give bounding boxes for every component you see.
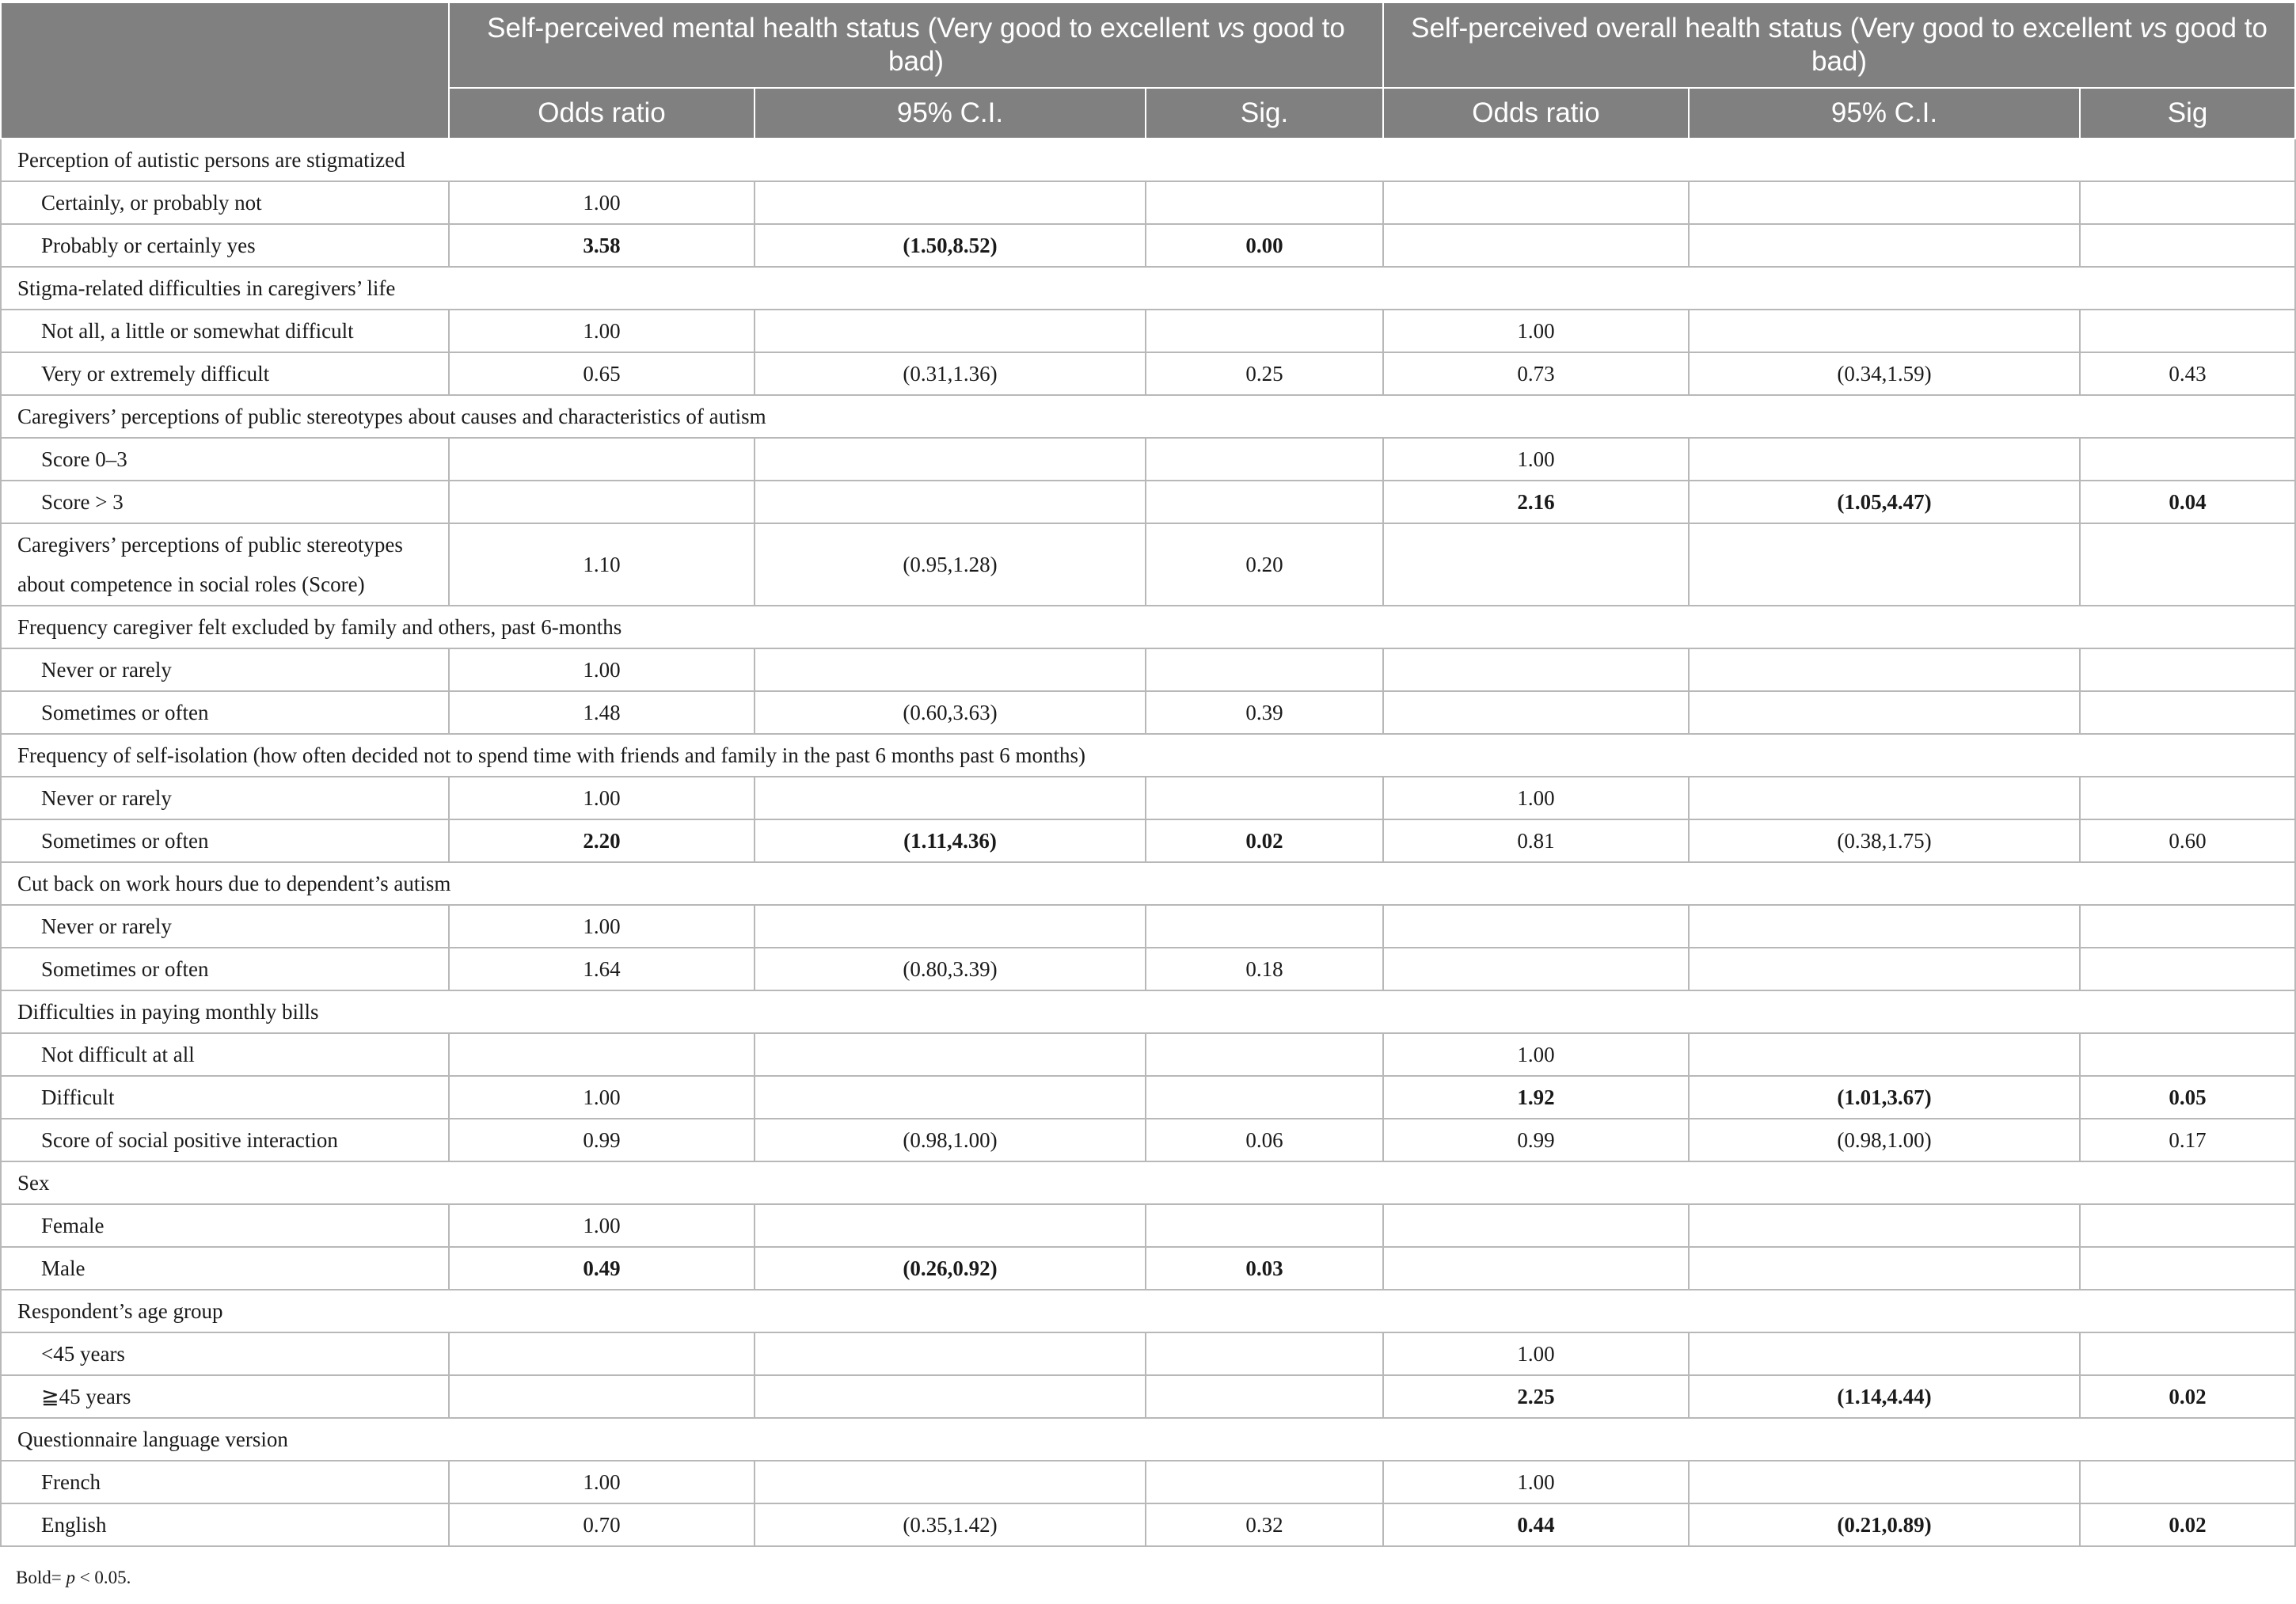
cell-ci-mental <box>755 1033 1146 1076</box>
cell-sig-mental <box>1146 1204 1383 1247</box>
table-row <box>1 523 2295 606</box>
cell-sig-overall <box>2080 523 2295 606</box>
row-label: Never or rarely <box>1 905 449 948</box>
cell-sig-mental: 0.03 <box>1146 1247 1383 1290</box>
cell-ci-mental: (1.50,8.52) <box>755 224 1146 267</box>
table-row <box>1 438 2295 481</box>
table-row <box>1 819 2295 862</box>
cell-sig-overall <box>2080 224 2295 267</box>
cell-odds-ratio-mental: 1.10 <box>449 523 755 606</box>
cell-sig-overall <box>2080 777 2295 819</box>
section-label: Cut back on work hours due to dependent’s autism <box>1 862 2295 905</box>
cell-sig-overall <box>2080 905 2295 948</box>
cell-odds-ratio-mental <box>449 1375 755 1418</box>
cell-sig-overall: 0.02 <box>2080 1375 2295 1418</box>
table-row <box>1 648 2295 691</box>
table-row <box>1 777 2295 819</box>
cell-odds-ratio-overall <box>1383 1204 1689 1247</box>
table-row <box>1 1076 2295 1119</box>
footnote: Bold= p < 0.05. <box>16 1568 131 1587</box>
cell-ci-overall: (1.01,3.67) <box>1689 1076 2080 1119</box>
cell-sig-mental: 0.00 <box>1146 224 1383 267</box>
cell-ci-overall <box>1689 1204 2080 1247</box>
cell-odds-ratio-overall <box>1383 523 1689 606</box>
header-overall-health: Self-perceived overall health status (Very good to excellent vs good to bad) <box>1383 2 2295 88</box>
cell-odds-ratio-overall: 0.44 <box>1383 1503 1689 1546</box>
row-label: Certainly, or probably not <box>1 181 449 224</box>
cell-odds-ratio-mental <box>449 481 755 523</box>
row-label: Caregivers’ perceptions of public stereotypes about competence in social roles (Score) <box>1 523 449 606</box>
cell-sig-overall: 0.60 <box>2080 819 2295 862</box>
section-row <box>1 139 2295 181</box>
cell-ci-mental <box>755 1204 1146 1247</box>
row-label: ≧45 years <box>1 1375 449 1418</box>
table-row <box>1 224 2295 267</box>
cell-ci-mental: (1.11,4.36) <box>755 819 1146 862</box>
cell-ci-mental <box>755 648 1146 691</box>
cell-sig-overall <box>2080 1332 2295 1375</box>
row-label: Score of social positive interaction <box>1 1119 449 1161</box>
cell-ci-overall <box>1689 310 2080 352</box>
cell-odds-ratio-mental: 2.20 <box>449 819 755 862</box>
cell-sig-mental <box>1146 181 1383 224</box>
cell-sig-mental <box>1146 1076 1383 1119</box>
row-label: Not difficult at all <box>1 1033 449 1076</box>
cell-sig-mental: 0.18 <box>1146 948 1383 990</box>
row-label: Male <box>1 1247 449 1290</box>
cell-ci-mental: (0.98,1.00) <box>755 1119 1146 1161</box>
cell-sig-overall: 0.04 <box>2080 481 2295 523</box>
cell-sig-overall: 0.05 <box>2080 1076 2295 1119</box>
cell-sig-overall <box>2080 181 2295 224</box>
section-label: Questionnaire language version <box>1 1418 2295 1461</box>
table-body <box>1 139 2295 1546</box>
cell-odds-ratio-overall: 2.25 <box>1383 1375 1689 1418</box>
table-row <box>1 1332 2295 1375</box>
table-row <box>1 481 2295 523</box>
cell-ci-mental: (0.95,1.28) <box>755 523 1146 606</box>
cell-sig-mental <box>1146 481 1383 523</box>
cell-ci-mental: (0.26,0.92) <box>755 1247 1146 1290</box>
section-label: Stigma-related difficulties in caregivers’ life <box>1 267 2295 310</box>
cell-sig-overall <box>2080 1461 2295 1503</box>
cell-odds-ratio-mental: 1.00 <box>449 648 755 691</box>
cell-odds-ratio-overall: 0.81 <box>1383 819 1689 862</box>
cell-odds-ratio-mental: 1.00 <box>449 1204 755 1247</box>
col-ci-overall: 95% C.I. <box>1689 88 2080 139</box>
table-row <box>1 1503 2295 1546</box>
cell-odds-ratio-mental: 1.48 <box>449 691 755 734</box>
results-table <box>0 2 2296 1547</box>
cell-ci-overall: (0.34,1.59) <box>1689 352 2080 395</box>
cell-ci-mental <box>755 1461 1146 1503</box>
cell-ci-overall <box>1689 905 2080 948</box>
cell-ci-mental: (0.80,3.39) <box>755 948 1146 990</box>
section-row <box>1 990 2295 1033</box>
cell-odds-ratio-overall <box>1383 648 1689 691</box>
table-row <box>1 310 2295 352</box>
table-row <box>1 1375 2295 1418</box>
table-row <box>1 1119 2295 1161</box>
section-row <box>1 1418 2295 1461</box>
row-label: Sometimes or often <box>1 691 449 734</box>
cell-sig-overall <box>2080 948 2295 990</box>
col-ci-mental: 95% C.I. <box>755 88 1146 139</box>
cell-odds-ratio-overall: 0.73 <box>1383 352 1689 395</box>
cell-sig-overall: 0.43 <box>2080 352 2295 395</box>
section-label: Difficulties in paying monthly bills <box>1 990 2295 1033</box>
cell-ci-overall <box>1689 1461 2080 1503</box>
row-label: French <box>1 1461 449 1503</box>
cell-odds-ratio-overall: 1.00 <box>1383 438 1689 481</box>
cell-sig-overall <box>2080 648 2295 691</box>
cell-odds-ratio-overall <box>1383 905 1689 948</box>
cell-ci-overall: (0.21,0.89) <box>1689 1503 2080 1546</box>
section-row <box>1 606 2295 648</box>
cell-ci-mental <box>755 1375 1146 1418</box>
row-label: Never or rarely <box>1 777 449 819</box>
row-label: Sometimes or often <box>1 819 449 862</box>
cell-ci-overall <box>1689 777 2080 819</box>
cell-sig-mental: 0.20 <box>1146 523 1383 606</box>
cell-ci-mental <box>755 905 1146 948</box>
section-label: Frequency of self-isolation (how often decided not to spend time with friends and family in the past 6 months past 6 months) <box>1 734 2295 777</box>
cell-ci-mental <box>755 181 1146 224</box>
table-row <box>1 1033 2295 1076</box>
section-row <box>1 862 2295 905</box>
cell-odds-ratio-mental: 1.00 <box>449 777 755 819</box>
section-row <box>1 1161 2295 1204</box>
cell-odds-ratio-mental: 1.00 <box>449 310 755 352</box>
cell-sig-mental <box>1146 777 1383 819</box>
cell-odds-ratio-overall: 0.99 <box>1383 1119 1689 1161</box>
table-row <box>1 948 2295 990</box>
cell-odds-ratio-mental <box>449 1033 755 1076</box>
cell-sig-overall <box>2080 310 2295 352</box>
row-label: Probably or certainly yes <box>1 224 449 267</box>
header-mental-health: Self-perceived mental health status (Very good to excellent vs good to bad) <box>449 2 1383 88</box>
cell-odds-ratio-mental: 0.49 <box>449 1247 755 1290</box>
table-row <box>1 181 2295 224</box>
cell-odds-ratio-mental: 0.99 <box>449 1119 755 1161</box>
cell-odds-ratio-overall: 1.00 <box>1383 1332 1689 1375</box>
cell-odds-ratio-overall <box>1383 691 1689 734</box>
cell-odds-ratio-mental: 1.00 <box>449 181 755 224</box>
cell-ci-mental: (0.35,1.42) <box>755 1503 1146 1546</box>
cell-sig-mental <box>1146 1033 1383 1076</box>
section-label: Perception of autistic persons are stigmatized <box>1 139 2295 181</box>
cell-ci-overall: (1.14,4.44) <box>1689 1375 2080 1418</box>
cell-ci-mental <box>755 1076 1146 1119</box>
row-label: Never or rarely <box>1 648 449 691</box>
cell-sig-overall: 0.17 <box>2080 1119 2295 1161</box>
section-label: Respondent’s age group <box>1 1290 2295 1332</box>
cell-ci-overall <box>1689 1247 2080 1290</box>
cell-ci-overall <box>1689 948 2080 990</box>
cell-sig-overall <box>2080 1204 2295 1247</box>
cell-ci-overall: (0.98,1.00) <box>1689 1119 2080 1161</box>
cell-sig-mental <box>1146 1375 1383 1418</box>
col-odds-ratio-mental: Odds ratio <box>449 88 755 139</box>
cell-odds-ratio-overall: 1.92 <box>1383 1076 1689 1119</box>
cell-odds-ratio-overall <box>1383 181 1689 224</box>
cell-sig-mental <box>1146 438 1383 481</box>
cell-ci-overall <box>1689 691 2080 734</box>
cell-ci-overall <box>1689 438 2080 481</box>
cell-sig-mental: 0.25 <box>1146 352 1383 395</box>
cell-odds-ratio-overall: 1.00 <box>1383 310 1689 352</box>
table-row <box>1 1247 2295 1290</box>
cell-odds-ratio-overall <box>1383 224 1689 267</box>
header-blank <box>1 2 449 139</box>
cell-odds-ratio-overall <box>1383 1247 1689 1290</box>
cell-odds-ratio-overall: 2.16 <box>1383 481 1689 523</box>
cell-odds-ratio-overall: 1.00 <box>1383 1461 1689 1503</box>
cell-odds-ratio-overall: 1.00 <box>1383 777 1689 819</box>
cell-odds-ratio-mental: 1.00 <box>449 1076 755 1119</box>
cell-sig-mental: 0.39 <box>1146 691 1383 734</box>
row-label: Not all, a little or somewhat difficult <box>1 310 449 352</box>
cell-sig-mental <box>1146 1461 1383 1503</box>
section-row <box>1 734 2295 777</box>
row-label: Very or extremely difficult <box>1 352 449 395</box>
cell-odds-ratio-mental: 0.65 <box>449 352 755 395</box>
row-label: Sometimes or often <box>1 948 449 990</box>
section-row <box>1 1290 2295 1332</box>
cell-odds-ratio-mental <box>449 1332 755 1375</box>
row-label: Score > 3 <box>1 481 449 523</box>
cell-sig-overall <box>2080 438 2295 481</box>
cell-odds-ratio-mental: 3.58 <box>449 224 755 267</box>
row-label: Difficult <box>1 1076 449 1119</box>
cell-ci-overall <box>1689 1033 2080 1076</box>
cell-odds-ratio-mental <box>449 438 755 481</box>
cell-sig-overall <box>2080 1033 2295 1076</box>
cell-odds-ratio-mental: 1.00 <box>449 1461 755 1503</box>
cell-sig-mental: 0.06 <box>1146 1119 1383 1161</box>
row-label: Female <box>1 1204 449 1247</box>
cell-ci-overall <box>1689 648 2080 691</box>
cell-ci-mental <box>755 310 1146 352</box>
cell-ci-mental <box>755 777 1146 819</box>
cell-odds-ratio-mental: 0.70 <box>449 1503 755 1546</box>
cell-ci-overall: (1.05,4.47) <box>1689 481 2080 523</box>
section-row <box>1 267 2295 310</box>
cell-sig-overall: 0.02 <box>2080 1503 2295 1546</box>
cell-odds-ratio-overall: 1.00 <box>1383 1033 1689 1076</box>
section-label: Sex <box>1 1161 2295 1204</box>
cell-sig-mental <box>1146 648 1383 691</box>
row-label: Score 0–3 <box>1 438 449 481</box>
table-row <box>1 1204 2295 1247</box>
cell-ci-mental: (0.31,1.36) <box>755 352 1146 395</box>
cell-ci-overall: (0.38,1.75) <box>1689 819 2080 862</box>
cell-ci-overall <box>1689 224 2080 267</box>
cell-sig-mental <box>1146 1332 1383 1375</box>
cell-sig-overall <box>2080 691 2295 734</box>
cell-ci-mental <box>755 438 1146 481</box>
table-row <box>1 691 2295 734</box>
cell-sig-overall <box>2080 1247 2295 1290</box>
cell-sig-mental: 0.32 <box>1146 1503 1383 1546</box>
cell-sig-mental <box>1146 905 1383 948</box>
cell-ci-mental <box>755 481 1146 523</box>
cell-ci-overall <box>1689 523 2080 606</box>
col-sig-overall: Sig <box>2080 88 2295 139</box>
table-row <box>1 352 2295 395</box>
row-label: <45 years <box>1 1332 449 1375</box>
section-label: Frequency caregiver felt excluded by family and others, past 6-months <box>1 606 2295 648</box>
cell-ci-mental <box>755 1332 1146 1375</box>
table-row <box>1 905 2295 948</box>
section-row <box>1 395 2295 438</box>
cell-sig-mental: 0.02 <box>1146 819 1383 862</box>
cell-ci-overall <box>1689 1332 2080 1375</box>
col-odds-ratio-overall: Odds ratio <box>1383 88 1689 139</box>
row-label: English <box>1 1503 449 1546</box>
cell-odds-ratio-mental: 1.00 <box>449 905 755 948</box>
cell-odds-ratio-mental: 1.64 <box>449 948 755 990</box>
cell-sig-mental <box>1146 310 1383 352</box>
cell-odds-ratio-overall <box>1383 948 1689 990</box>
col-sig-mental: Sig. <box>1146 88 1383 139</box>
table-row <box>1 1461 2295 1503</box>
cell-ci-overall <box>1689 181 2080 224</box>
cell-ci-mental: (0.60,3.63) <box>755 691 1146 734</box>
section-label: Caregivers’ perceptions of public stereotypes about causes and characteristics of autism <box>1 395 2295 438</box>
